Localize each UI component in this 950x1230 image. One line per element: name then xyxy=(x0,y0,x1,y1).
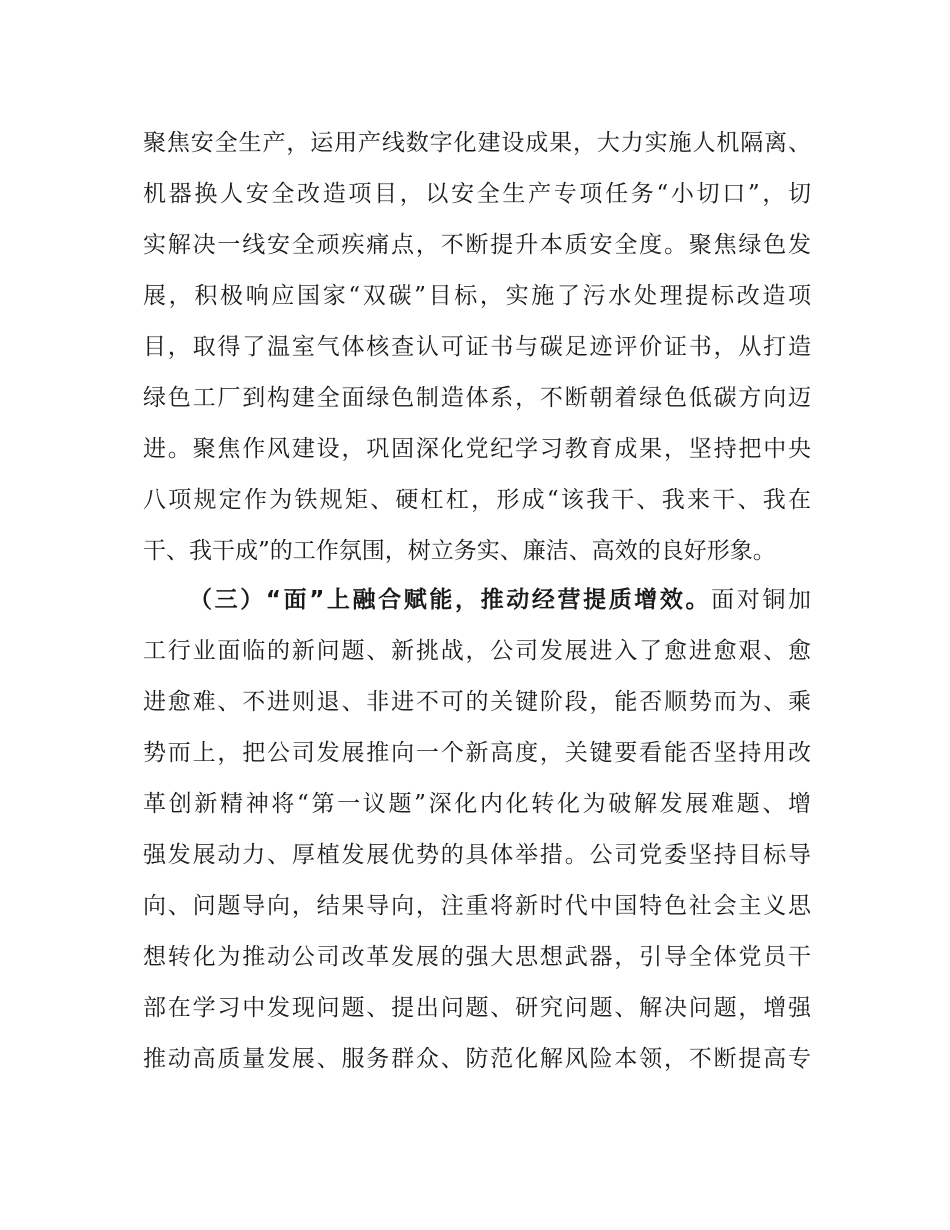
text-line: 推动高质量发展、服务群众、防范化解风险本领，不断提高专 xyxy=(143,1046,811,1072)
text-line: 革创新精神将“第一议题”深化内化转化为破解发展难题、增 xyxy=(143,791,811,817)
text-line: 干、我干成”的工作氛围，树立务实、廉洁、高效的良好形象。 xyxy=(143,538,776,564)
text-line: 聚焦安全生产，运用产线数字化建设成果，大力实施人机隔离、 xyxy=(143,130,811,156)
text-line: 目，取得了温室气体核查认可证书与碳足迹评价证书，从打造 xyxy=(143,334,811,360)
paragraph-safety-green-style xyxy=(143,118,811,577)
text-line: 向、问题导向，结果导向，注重将新时代中国特色社会主义思 xyxy=(143,893,811,919)
text-line: 想转化为推动公司改革发展的强大思想武器，引导全体党员干 xyxy=(143,944,811,970)
section-heading: （三）“面”上融合赋能，推动经营提质增效。 xyxy=(189,587,712,613)
text-line: 进愈难、不进则退、非进不可的关键阶段，能否顺势而为、乘 xyxy=(143,689,811,715)
heading-line-rest: 面对铜加 xyxy=(711,587,812,613)
text-line: 绿色工厂到构建全面绿色制造体系，不断朝着绿色低碳方向迈 xyxy=(143,385,811,411)
text-line: 八项规定作为铁规矩、硬杠杠，形成“该我干、我来干、我在 xyxy=(143,487,811,513)
text-line: 展，积极响应国家“双碳”目标，实施了污水处理提标改造项 xyxy=(143,283,811,309)
text-line: 势而上，把公司发展推向一个新高度，关键要看能否坚持用改 xyxy=(143,740,811,766)
text-line: 进。聚焦作风建设，巩固深化党纪学习教育成果，坚持把中央 xyxy=(143,436,811,462)
text-line: 机器换人安全改造项目，以安全生产专项任务“小切口”，切 xyxy=(143,181,811,207)
section-heading-line xyxy=(143,575,811,626)
text-line: 工行业面临的新问题、新挑战，公司发展进入了愈进愈艰、愈 xyxy=(143,638,811,664)
text-line: 实解决一线安全顽疾痛点，不断提升本质安全度。聚焦绿色发 xyxy=(143,232,811,258)
paragraph-section-three xyxy=(143,575,811,1085)
text-line: 强发展动力、厚植发展优势的具体举措。公司党委坚持目标导 xyxy=(143,842,811,868)
text-line: 部在学习中发现问题、提出问题、研究问题、解决问题，增强 xyxy=(143,995,811,1021)
